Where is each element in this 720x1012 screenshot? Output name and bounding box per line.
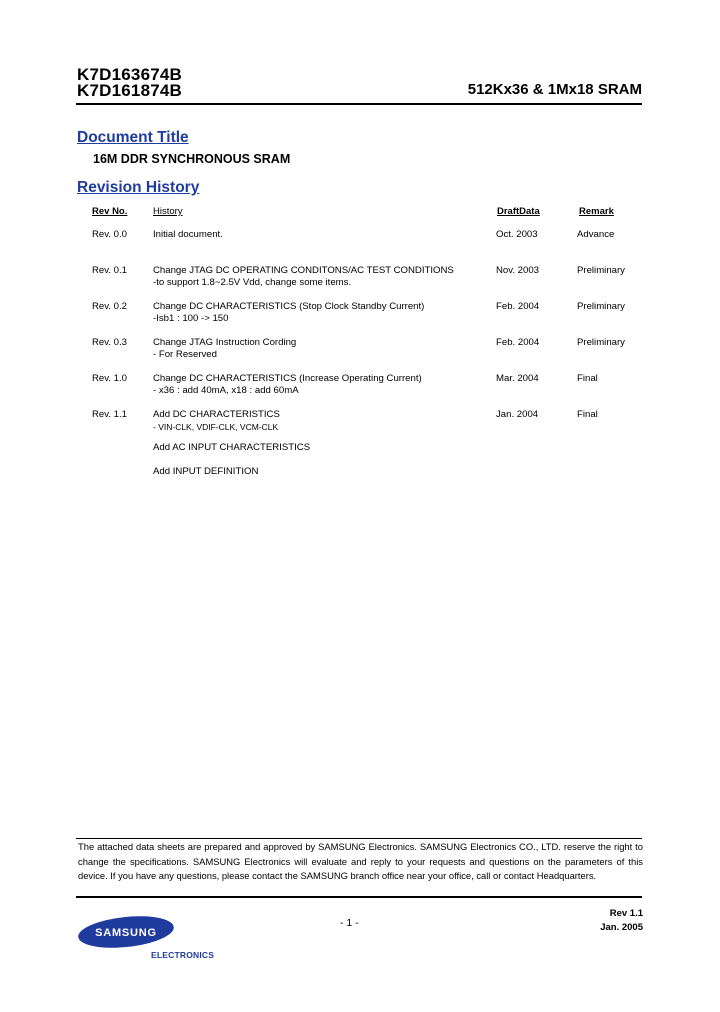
rev-number: Rev. 1.1 — [92, 409, 128, 420]
history-cell — [153, 229, 223, 241]
draft-date: Oct. 2003 — [496, 229, 538, 240]
rev-number: Rev. 0.2 — [92, 301, 128, 312]
table-row — [0, 229, 720, 265]
remark: Advance — [577, 229, 615, 240]
footer-date: Jan. 2005 — [600, 922, 643, 933]
page-number: - 1 - — [340, 917, 359, 929]
header-rule — [76, 103, 642, 105]
footer-revision: Rev 1.1 — [609, 908, 643, 919]
remark: Preliminary — [577, 337, 625, 348]
samsung-logo — [77, 914, 217, 964]
history-cell — [153, 373, 422, 397]
history-line: Add INPUT DEFINITION — [153, 466, 259, 477]
history-line: Change DC CHARACTERISTICS (Stop Clock Standby Current) — [153, 301, 425, 312]
history-line: - For Reserved — [153, 349, 217, 360]
product-name: 512Kx36 & 1Mx18 SRAM — [467, 81, 642, 98]
logo-subtext: ELECTRONICS — [151, 950, 215, 960]
draft-date: Feb. 2004 — [496, 301, 540, 312]
logo-text: SAMSUNG — [95, 927, 157, 939]
remark: Preliminary — [577, 265, 625, 276]
draft-date: Nov. 2003 — [496, 265, 540, 276]
table-row — [0, 409, 720, 481]
history-line: Add AC INPUT CHARACTERISTICS — [153, 442, 311, 453]
draft-date: Jan. 2004 — [496, 409, 539, 420]
part-number-2: K7D161874B — [77, 81, 183, 100]
history-cell — [153, 301, 424, 325]
disclaimer-text: The attached data sheets are prepared and approved by SAMSUNG Electronics. SAMSUNG Electronics CO., LTD. reserve the right to change the specifications. SAMSUNG Electronics will evaluate and reply to your requests and questions on the parameters of this device. If you have any questions, please contact the SAMSUNG branch office near your office, call or contact Headquarters. — [78, 841, 643, 881]
col-header-history: History — [153, 206, 183, 217]
table-row — [0, 301, 720, 337]
draft-date: Mar. 2004 — [496, 373, 539, 384]
history-line: - VIN-CLK, VDIF-CLK, VCM-CLK — [153, 422, 279, 432]
table-row — [0, 337, 720, 373]
history-cell — [153, 409, 310, 478]
draft-date: Feb. 2004 — [496, 337, 540, 348]
samsung-logo-icon — [77, 914, 175, 950]
col-header-remark: Remark — [579, 206, 614, 217]
history-cell — [153, 265, 454, 289]
history-line: Change JTAG Instruction Cording — [153, 337, 297, 348]
revision-table — [0, 229, 720, 481]
rev-number: Rev. 0.0 — [92, 229, 128, 240]
history-line: - x36 : add 40mA, x18 : add 60mA — [153, 385, 299, 396]
history-line: Change DC CHARACTERISTICS (Increase Operating Current) — [153, 373, 422, 384]
disclaimer-top-rule — [76, 838, 642, 839]
part-number-1: K7D163674B — [77, 65, 183, 84]
rev-number: Rev. 0.1 — [92, 265, 128, 276]
col-header-rev: Rev No. — [92, 206, 128, 217]
document-subtitle: 16M DDR SYNCHRONOUS SRAM — [93, 152, 291, 166]
col-header-date: DraftData — [497, 206, 540, 217]
history-line: Add DC CHARACTERISTICS — [153, 409, 280, 420]
table-row — [0, 373, 720, 409]
revision-history-heading: Revision History — [77, 179, 200, 196]
rev-number: Rev. 1.0 — [92, 373, 128, 384]
history-line: Initial document. — [153, 229, 223, 240]
footer-rule — [76, 896, 642, 898]
history-cell — [153, 337, 296, 361]
remark: Final — [577, 373, 598, 384]
remark: Preliminary — [577, 301, 625, 312]
remark: Final — [577, 409, 598, 420]
table-row — [0, 265, 720, 301]
history-line: -to support 1.8~2.5V Vdd, change some items. — [153, 277, 352, 288]
history-spacer — [153, 454, 310, 466]
history-line: -Isb1 : 100 -> 150 — [153, 313, 229, 324]
history-spacer — [153, 433, 310, 442]
rev-number: Rev. 0.3 — [92, 337, 128, 348]
document-title-heading: Document Title — [77, 129, 189, 146]
history-line: Change JTAG DC OPERATING CONDITONS/AC TEST CONDITIONS — [153, 265, 454, 276]
